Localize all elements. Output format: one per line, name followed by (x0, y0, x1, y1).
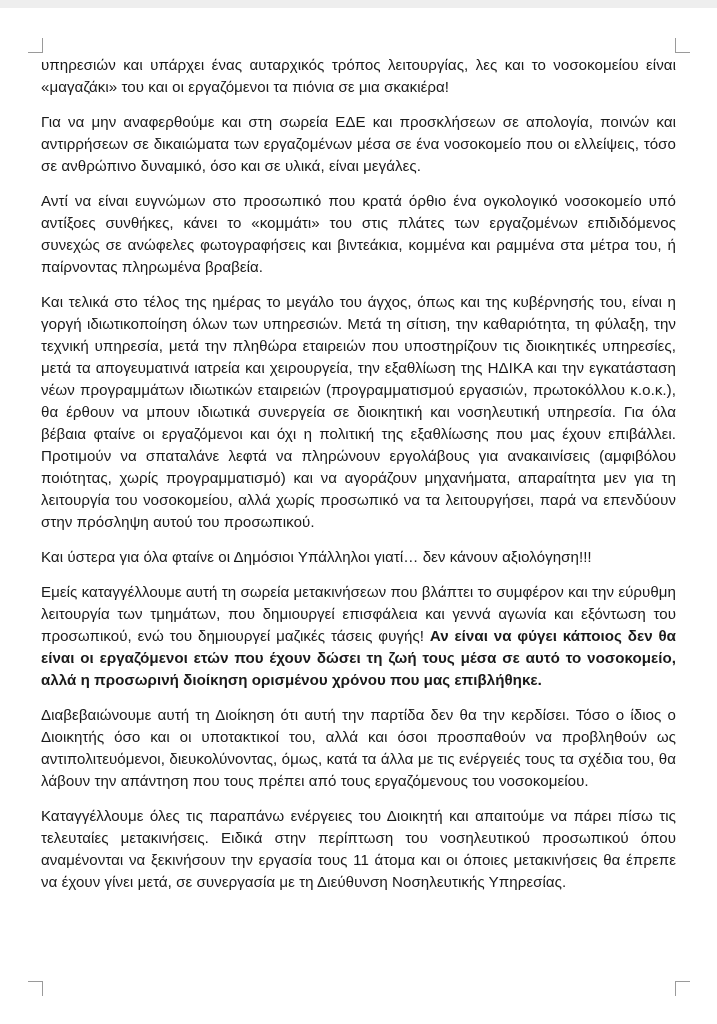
corner-mark-top-left (28, 38, 43, 53)
paragraph-6-bold-text: Αν είναι να φύγει κάποιος δεν θα είναι οι εργαζόμενοι ετών που έχουν δώσει τη ζωή τους μέσα σε αυτό το νοσοκομείο, αλλά η προσωρινή διοίκηση ορισμένου χρόνου που μας επιβλήθηκε. (41, 628, 676, 689)
paragraph-3: Αντί να είναι ευγνώμων στο προσωπικό που κρατά όρθιο ένα ογκολογικό νοσοκομείο υπό αντίξοες συνθήκες, κάνει το «κομμάτι» του στις πλάτες των εργαζομένων επιδιδόμενος συνεχώς σε ανώφελες φωτογραφήσεις και βιντεάκια, κομμένα και ραμμένα στα μέτρα του, ή παίρνοντας πληρωμένα βραβεία. (41, 193, 676, 276)
paragraph-8: Καταγγέλλουμε όλες τις παραπάνω ενέργειες του Διοικητή και απαιτούμε να πάρει πίσω τις τελευταίες μετακινήσεις. Ειδικά στην περίπτωση του νοσηλευτικού προσωπικού όπου αναμένονται να ξεκινήσουν την εργασία τους 11 άτομα και οι όποιες μετακινήσεις θα έπρεπε να έχουν γίνει μετά, σε συνεργασία με τη Διεύθυνση Νοσηλευτικής Υπηρεσίας. (41, 808, 676, 891)
paragraph-5: Και ύστερα για όλα φταίνε οι Δημόσιοι Υπάλληλοι γιατί… δεν κάνουν αξιολόγηση!!! (41, 549, 592, 566)
paragraph-7: Διαβεβαιώνουμε αυτή τη Διοίκηση ότι αυτή την παρτίδα δεν θα την κερδίσει. Τόσο ο ίδιος ο Διοικητής όσο και οι υποτακτικοί του, αλλά και όσοι προσπαθούν να προβληθούν ως αντιπολιτευόμενοι, διευκολύνοντας, όμως, κατά τα άλλα με τις ενέργειές τους τα σχέδια του, θα λάβουν την απάντηση που τους πρέπει από τους εργαζόμενους του νοσοκομείου. (41, 707, 676, 790)
corner-mark-top-right (675, 38, 690, 53)
viewer-top-bar (0, 0, 717, 8)
paragraph-6 (41, 582, 676, 692)
paragraph-1: υπηρεσιών και υπάρχει ένας αυταρχικός τρόπος λειτουργίας, λες και το νοσοκομείου είναι «μαγαζάκι» του και οι εργαζόμενοι τα πιόνια σε μια σκακιέρα! (41, 57, 676, 96)
document-body (41, 55, 676, 894)
corner-mark-bottom-right (675, 981, 690, 996)
paragraph-2: Για να μην αναφερθούμε και στη σωρεία ΕΔΕ και προσκλήσεων σε απολογία, ποινών και αντιρρήσεων σε δικαιώματα των εργαζομένων μέσα σε ένα νοσοκομείο που οι ελλείψεις, τόσο σε ανθρώπινο δυναμικό, όσο και σε υλικά, είναι μεγάλες. (41, 114, 676, 175)
corner-mark-bottom-left (28, 981, 43, 996)
paragraph-4: Και τελικά στο τέλος της ημέρας το μεγάλο του άγχος, όπως και της κυβέρνησής του, είναι η γοργή ιδιωτικοποίηση όλων των υπηρεσιών. Μετά τη σίτιση, την καθαριότητα, τη φύλαξη, την τεχνική υπηρεσία, μετά την πληθώρα εταιρειών που υποστηρίζουν τις διοικητικές υπηρεσίες, μετά τα απογευματινά ιατρεία και χειρουργεία, την εξαθλίωση της ΗΔΙΚΑ και την εγκατάσταση νέων προγραμμάτων ιδιωτικών εταιρειών (προγραμματισμού εργασιών, πρωτοκόλλου κ.ο.κ.), θα έρθουν να μπουν ιδιωτικά συνεργεία σε διοικητική και νοσηλευτική υπηρεσία. Για όλα βέβαια φταίνε οι εργαζόμενοι και όχι η πολιτική της εξαθλίωσης που μας έχουν επιβάλλει. Προτιμούν να σπαταλάνε λεφτά να πληρώνουν εργολάβους για ανακαινίσεις (αμφιβόλου ποιότητας, χωρίς προγραμματισμό) και να αγοράζουν μηχανήματα, απαραίτητα μεν για τη λειτουργία του νοσοκομείου, αλλά χωρίς προσωπικό να τα λειτουργήσει, παρά να επενδύουν στην πρόσληψη αυτού του προσωπικού. (41, 294, 676, 531)
document-page (0, 8, 717, 1024)
paragraph-6-text: Εμείς καταγγέλλουμε αυτή τη σωρεία μετακινήσεων που βλάπτει το συμφέρον και την εύρυθμη λειτουργία των τμημάτων, που δημιουργεί επισφάλεια και γεννά αγωνία και εξόντωση του προσωπικού, ενώ του δημιουργεί μαζικές τάσεις φυγής! (41, 584, 676, 645)
